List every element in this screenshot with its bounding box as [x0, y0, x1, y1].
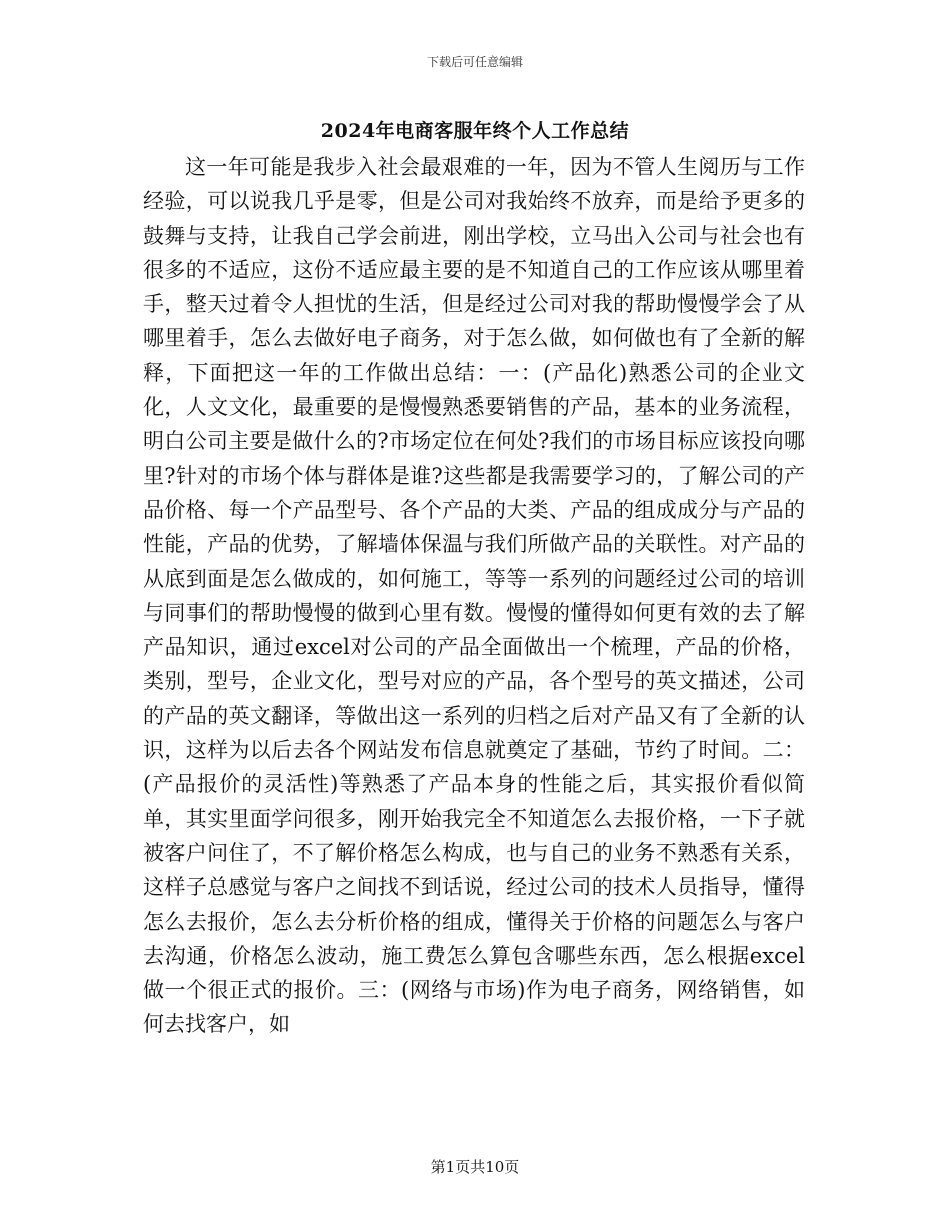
- body-paragraph: 这一年可能是我步入社会最艰难的一年，因为不管人生阅历与工作经验，可以说我几乎是零，但是公司对我始终不放弃，而是给予更多的鼓舞与支持，让我自己学会前进，刚出学校，立马出入公司与社会也有很多的不适应，这份不适应最主要的是不知道自己的工作应该从哪里着手，整天过着令人担忧的生活，但是经过公司对我的帮助慢慢学会了从哪里着手，怎么去做好电子商务，对于怎么做，如何做也有了全新的解释，下面把这一年的工作做出总结：一：(产品化)熟悉公司的企业文化，人文文化，最重要的是慢慢熟悉要销售的产品，基本的业务流程，明白公司主要是做什么的?市场定位在何处?我们的市场目标应该投向哪里?针对的市场个体与群体是谁?这些都是我需要学习的，了解公司的产品价格、每一个产品型号、各个产品的大类、产品的组成成分与产品的性能，产品的优势，了解墙体保温与我们所做产品的关联性。对产品的从底到面是怎么做成的，如何施工，等等一系列的问题经过公司的培训与同事们的帮助慢慢的做到心里有数。慢慢的懂得如何更有效的去了解产品知识，通过excel对公司的产品全面做出一个梳理，产品的价格，类别，型号，企业文化，型号对应的产品，各个型号的英文描述，公司的产品的英文翻译，等做出这一系列的归档之后对产品又有了全新的认识，这样为以后去各个网站发布信息就奠定了基础，节约了时间。二：(产品报价的灵活性)等熟悉了产品本身的性能之后，其实报价看似简单，其实里面学问很多，刚开始我完全不知道怎么去报价格，一下子就被客户问住了，不了解价格怎么构成，也与自己的业务不熟悉有关系，这样子总感觉与客户之间找不到话说，经过公司的技术人员指导，懂得怎么去报价，怎么去分析价格的组成，懂得关于价格的问题怎么与客户去沟通，价格怎么波动，施工费怎么算包含哪些东西，怎么根据excel做一个很正式的报价。三：(网络与市场)作为电子商务，网络销售，如何去找客户，如: [143, 155, 805, 1037]
- page-indicator: 第1页共10页: [430, 1158, 520, 1176]
- header-note: 下载后可任意编辑: [426, 55, 523, 69]
- document-title: 2024年电商客服年终个人工作总结: [320, 120, 630, 142]
